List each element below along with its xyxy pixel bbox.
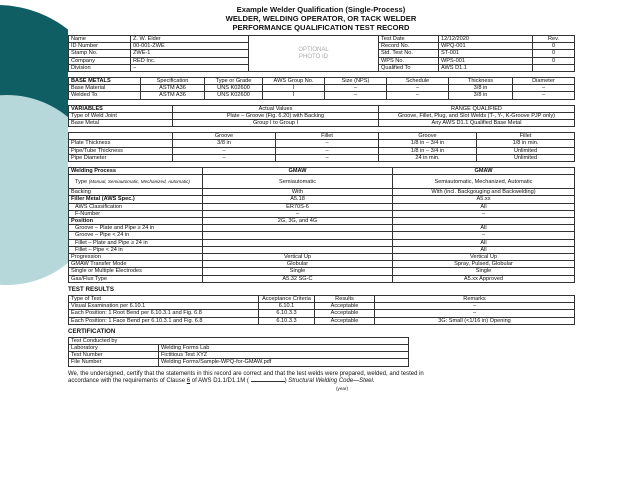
process-row-actual: – xyxy=(203,210,393,217)
cert-cell: Welding Forms/Sample-WPQ-for-GMAW.pdf xyxy=(159,359,409,366)
var-cell: Plate – Groove (Fig. 6.20) with Backing xyxy=(173,112,379,119)
process-row xyxy=(69,275,575,282)
results-cell: 3G: Small (<1/16 in) Opening xyxy=(375,317,575,324)
thickness-table xyxy=(68,132,575,162)
th-cell: 1/8 in min. xyxy=(477,140,575,147)
process-row-range: Vertical Up xyxy=(393,254,575,261)
th-cell: Plate Thickness xyxy=(69,140,173,147)
qualified-rev xyxy=(533,64,575,71)
name-label: Name xyxy=(69,36,131,43)
bm-cell: 3/8 in xyxy=(449,85,513,92)
bm-cell: ASTM A36 xyxy=(141,85,205,92)
clause-number: 6 xyxy=(186,378,191,385)
th-cell: 3/8 in xyxy=(173,140,276,147)
results-header: Type of Test xyxy=(69,295,259,302)
header-line-1: Example Welder Qualification (Single-Process) xyxy=(236,5,406,14)
cert-conducted: Test Conducted by xyxy=(69,337,409,344)
bm-cell: – xyxy=(325,85,387,92)
process-type-note: (Manual, Semiautomatic, Mechanized, Automatic) xyxy=(88,178,190,184)
header-line-2: WELDER, WELDING OPERATOR, OR TACK WELDER xyxy=(225,14,417,23)
bm-header-schedule: Schedule xyxy=(387,78,449,85)
var-cell: Groove, Fillet, Plug, and Slot Welds (T-, Y-, K-Groove PJP only) xyxy=(379,112,575,119)
variables-title: VARIABLES xyxy=(69,105,173,112)
process-row-actual: Vertical Up xyxy=(203,254,393,261)
process-row-range: All xyxy=(393,225,575,232)
process-row-label: AWS Classification xyxy=(69,203,203,210)
division-label: Division xyxy=(69,64,131,71)
name-value: Z. W. Elder xyxy=(131,36,249,43)
results-header: Results xyxy=(315,295,375,302)
bm-cell: – xyxy=(513,85,575,92)
qualified-label: Qualified To xyxy=(379,64,439,71)
bm-cell: Base Material xyxy=(69,85,141,92)
results-cell: Each Position: 1 Face Bend per 6.10.3.1 and Fig. 6.8 xyxy=(69,317,259,324)
statement-line-2 xyxy=(68,378,574,386)
process-row xyxy=(69,261,575,268)
bm-cell: Welded To xyxy=(69,92,141,99)
process-row xyxy=(69,218,575,225)
process-row-label: Groove – Pipe < 24 in xyxy=(69,232,203,239)
process-row xyxy=(69,210,575,217)
process-row xyxy=(69,239,575,246)
th-header: Fillet xyxy=(276,133,379,140)
results-cell: 6.10.3.3 xyxy=(259,317,315,324)
cert-cell: File Number xyxy=(69,359,159,366)
process-table xyxy=(68,167,575,283)
bm-cell: ASTM A36 xyxy=(141,92,205,99)
results-cell: Acceptable xyxy=(315,303,375,310)
process-row-range: Single xyxy=(393,268,575,275)
results-cell: Acceptable xyxy=(315,310,375,317)
th-header: Groove xyxy=(379,133,477,140)
th-cell: – xyxy=(276,140,379,147)
stamp-value: ZWE-1 xyxy=(131,50,249,57)
results-table xyxy=(68,295,575,325)
std-rev: 0 xyxy=(533,50,575,57)
th-cell: – xyxy=(276,147,379,154)
results-cell: Acceptable xyxy=(315,317,375,324)
process-row-label: Backing xyxy=(69,189,203,196)
process-row xyxy=(69,196,575,203)
process-row xyxy=(69,189,575,196)
bm-cell: – xyxy=(513,92,575,99)
wps-value: WPS-001 xyxy=(439,57,533,64)
bm-cell: I xyxy=(263,92,325,99)
rev-label: Rev. xyxy=(533,36,575,43)
company-value: RED Inc. xyxy=(131,57,249,64)
process-row-label: Groove – Plate and Pipe ≥ 24 in xyxy=(69,225,203,232)
process-row xyxy=(69,268,575,275)
results-cell: Each Position: 1 Root Bend per 6.10.3.1 and Fig. 6.8 xyxy=(69,310,259,317)
cert-cell: Test Number xyxy=(69,352,159,359)
year-blank[interactable] xyxy=(251,381,285,382)
process-row-range: Spray, Pulsed, Globular xyxy=(393,261,575,268)
bm-cell: UNS K02600 xyxy=(205,92,263,99)
bm-header-size: Size (NPS) xyxy=(325,78,387,85)
bm-cell: – xyxy=(387,85,449,92)
th-cell: 1/8 in – 3/4 in xyxy=(379,140,477,147)
certification-statement xyxy=(68,371,574,391)
variables-range-header: RANGE QUALIFIED xyxy=(379,105,575,112)
certification-table xyxy=(68,337,409,367)
process-row-range: – xyxy=(393,232,575,239)
qualified-value: AWS D1.1 xyxy=(439,64,533,71)
results-cell: Visual Examination per 6.10.1 xyxy=(69,303,259,310)
process-row xyxy=(69,254,575,261)
year-caption: (year) xyxy=(336,385,348,391)
base-metals-title: BASE METALS xyxy=(69,78,141,85)
wps-label: WPS No. xyxy=(379,57,439,64)
document-header xyxy=(68,5,574,32)
process-header-range: GMAW xyxy=(393,168,575,175)
process-row-actual: Globular xyxy=(203,261,393,268)
statement-text: accordance with the requirements of Clause xyxy=(68,378,186,385)
record-rev: 0 xyxy=(533,43,575,50)
record-label: Record No. xyxy=(379,43,439,50)
bm-header-type: Type or Grade xyxy=(205,78,263,85)
stamp-label: Stamp No. xyxy=(69,50,131,57)
test-results-title: TEST RESULTS xyxy=(68,285,114,293)
th-cell: Unlimited xyxy=(477,147,575,154)
bm-cell: UNS K02600 xyxy=(205,85,263,92)
process-row-label: Position xyxy=(69,218,203,225)
cert-cell: Fictitious Test XYZ xyxy=(159,352,409,359)
process-row-range: All xyxy=(393,239,575,246)
code-title: Structural Welding Code—Steel. xyxy=(288,378,375,385)
statement-line-1: We, the undersigned, certify that the statements in this record are correct and that the test welds were prepared, welded, and tested in xyxy=(68,370,424,377)
bm-header-group: AWS Group No. xyxy=(263,78,325,85)
bm-cell: – xyxy=(387,92,449,99)
th-cell: Pipe/Tube Thickness xyxy=(69,147,173,154)
process-row xyxy=(69,225,575,232)
variables-actual-header: Actual Values xyxy=(173,105,379,112)
process-row xyxy=(69,203,575,210)
process-type-text: Type xyxy=(75,178,88,185)
process-row xyxy=(69,246,575,253)
process-row-actual xyxy=(203,232,393,239)
process-row-label: Fillet – Pipe < 24 in xyxy=(69,246,203,253)
process-row-label: Single or Multiple Electrodes xyxy=(69,268,203,275)
process-row-actual: ER70S-6 xyxy=(203,203,393,210)
process-row-label: Filler Metal (AWS Spec.) xyxy=(69,196,203,203)
bm-header-thickness: Thickness xyxy=(449,78,513,85)
var-cell: Any AWS D1.1 Qualified Base Metal xyxy=(379,120,575,127)
var-cell: Base Metal xyxy=(69,120,173,127)
process-row-label: Progression xyxy=(69,254,203,261)
th-header: Groove xyxy=(173,133,276,140)
process-row-range: All xyxy=(393,246,575,253)
certification-title: CERTIFICATION xyxy=(68,327,116,335)
results-cell: – xyxy=(375,310,575,317)
process-row-label: Fillet – Plate and Pipe ≥ 24 in xyxy=(69,239,203,246)
var-cell: Group I to Group I xyxy=(173,120,379,127)
statement-text: of AWS D1.1/D1.1M ( xyxy=(191,378,249,385)
ident-table xyxy=(68,35,575,72)
bm-cell: – xyxy=(325,92,387,99)
process-row-actual xyxy=(203,246,393,253)
process-row-actual: With xyxy=(203,189,393,196)
process-row-range: All xyxy=(393,203,575,210)
process-row-actual: A5.18 xyxy=(203,196,393,203)
header-line-3: PERFORMANCE QUALIFICATION TEST RECORD xyxy=(232,23,410,32)
test-date-label: Test Date xyxy=(379,36,439,43)
division-value: – xyxy=(131,64,249,71)
process-type-range: Semiautomatic, Mechanized, Automatic xyxy=(393,175,575,189)
cert-cell: Laboratory xyxy=(69,344,159,351)
process-row-actual: Single xyxy=(203,268,393,275)
document-page xyxy=(68,4,574,476)
process-row-actual xyxy=(203,225,393,232)
results-cell: 6.10.3.3 xyxy=(259,310,315,317)
process-row-label: F-Number xyxy=(69,210,203,217)
results-header: Acceptance Criteria xyxy=(259,295,315,302)
wps-rev: 0 xyxy=(533,57,575,64)
th-cell: – xyxy=(276,154,379,161)
th-header: Fillet xyxy=(477,133,575,140)
process-row-range: A5.xx xyxy=(393,196,575,203)
bm-header-spec: Specification xyxy=(141,78,205,85)
th-cell: Pipe Diameter xyxy=(69,154,173,161)
results-cell: 6.10.1 xyxy=(259,303,315,310)
id-value: 00-001-ZWE xyxy=(131,43,249,50)
process-type-actual: Semiautomatic xyxy=(203,175,393,189)
process-row-range: – xyxy=(393,210,575,217)
th-cell: 1/8 in – 3/4 in xyxy=(379,147,477,154)
process-header-actual: GMAW xyxy=(203,168,393,175)
process-type-label xyxy=(69,175,203,189)
process-row-actual: A5.32 SG-C xyxy=(203,275,393,282)
record-value: WPQ-001 xyxy=(439,43,533,50)
th-header xyxy=(69,133,173,140)
process-row-label: Gas/Flux Type xyxy=(69,275,203,282)
process-row xyxy=(69,232,575,239)
results-cell: – xyxy=(375,303,575,310)
th-cell: Unlimited xyxy=(477,154,575,161)
id-label: ID Number xyxy=(69,43,131,50)
photo-label-2: PHOTO ID xyxy=(299,53,328,60)
process-row-range: A5.xx Approved xyxy=(393,275,575,282)
th-cell: – xyxy=(173,147,276,154)
cert-cell: Welding Forms Lab xyxy=(159,344,409,351)
bm-header-diameter: Diameter xyxy=(513,78,575,85)
process-row-range xyxy=(393,218,575,225)
process-row-range: With (incl. Backgouging and Backwelding) xyxy=(393,189,575,196)
var-cell: Type of Weld Joint xyxy=(69,112,173,119)
th-cell: – xyxy=(173,154,276,161)
bm-cell: I xyxy=(263,85,325,92)
process-row-actual xyxy=(203,239,393,246)
statement-text: ) xyxy=(284,378,287,385)
th-cell: 24 in min. xyxy=(379,154,477,161)
results-header: Remarks xyxy=(375,295,575,302)
base-metals-table xyxy=(68,77,575,100)
bm-cell: 3/8 in xyxy=(449,92,513,99)
variables-table xyxy=(68,105,575,128)
process-row-label: GMAW Transfer Mode xyxy=(69,261,203,268)
std-value: ST-001 xyxy=(439,50,533,57)
photo-placeholder xyxy=(249,36,379,72)
process-title: Welding Process xyxy=(69,168,203,175)
std-label: Std. Test No. xyxy=(379,50,439,57)
process-row-actual: 2G, 3G, and 4G xyxy=(203,218,393,225)
company-label: Company xyxy=(69,57,131,64)
photo-label-1: OPTIONAL xyxy=(298,46,329,53)
test-date-value: 12/12/2020 xyxy=(439,36,533,43)
